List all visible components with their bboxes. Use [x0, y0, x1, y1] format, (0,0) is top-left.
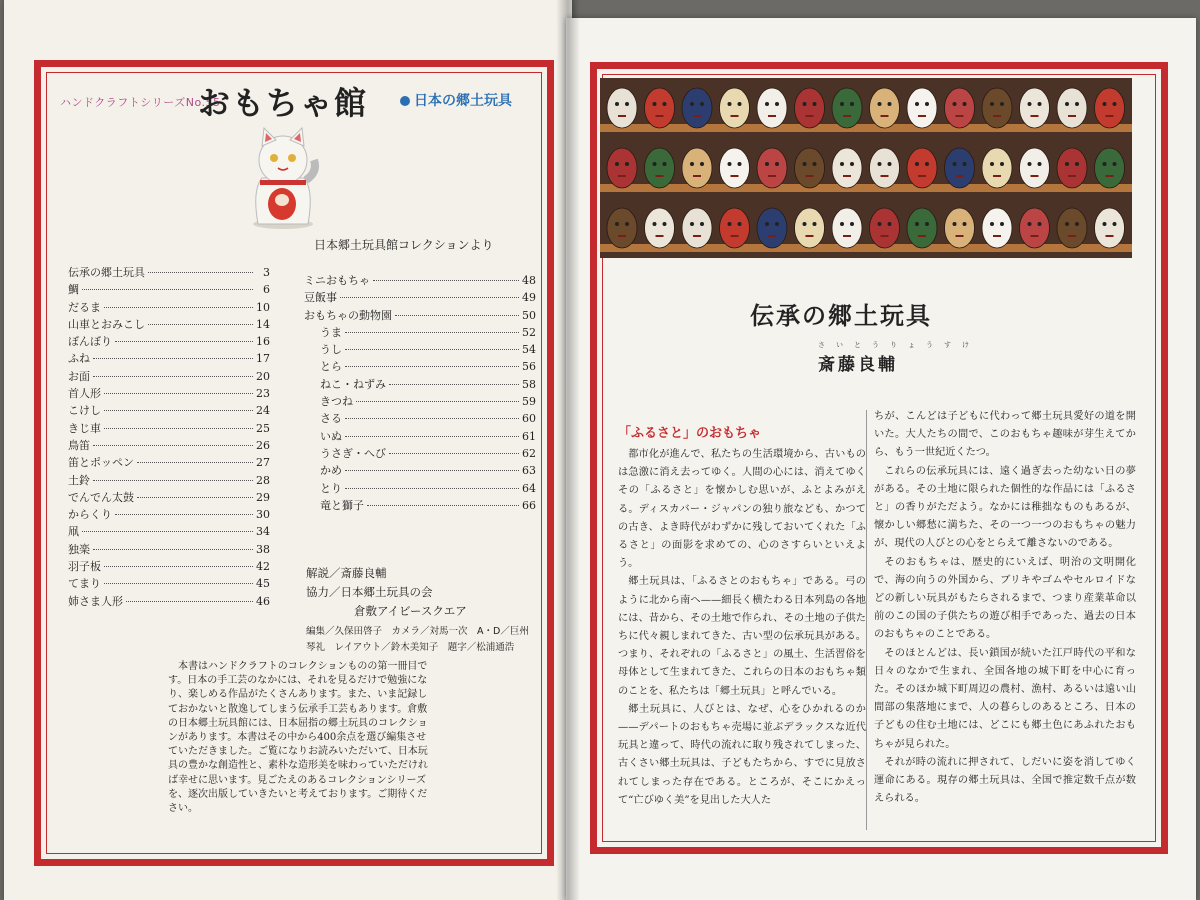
toc-leader-dots: [345, 470, 519, 471]
mask-shape: [832, 208, 862, 248]
toc-entry: [304, 376, 536, 393]
paragraph: 都市化が進んで、私たちの生活環境から、古いものは急激に消え去ってゆく。人間の心には、消えてゆくその「ふるさと」を懐かしむ思いが、ふとよみがえる。ディスカバー・ジャパンの独り旅なども、かつての古き、よき時代がわずかに残しておいてくれた「ふるさと」の面影を求めての、心のさすらいといえよう。: [618, 449, 866, 570]
toc-leader-dots: [345, 366, 519, 367]
toc-entry: [68, 385, 270, 402]
toc-entry-page: 63: [522, 464, 536, 478]
mask-shape: [907, 88, 937, 128]
toc-entry-title: 竜と獅子: [320, 498, 364, 512]
toc-entry: [68, 350, 270, 367]
paragraph: ちが、こんどは子どもに代わって郷土玩具愛好の道を開いた。大人たちの間で、このおもちゃ趣味が芽生えてから、もう一世紀近くたつ。: [874, 411, 1136, 459]
toc-entry: [68, 368, 270, 385]
toc-entry-title: てまり: [68, 577, 101, 591]
toc-entry-title: とら: [320, 360, 342, 374]
toc-entry: [304, 410, 536, 427]
mask-shape: [1020, 208, 1050, 248]
toc-leader-dots: [395, 315, 519, 316]
toc-leader-dots: [148, 324, 253, 325]
toc-leader-dots: [104, 566, 253, 567]
toc-leader-dots: [104, 393, 253, 394]
author-name: 斎藤良輔: [818, 355, 898, 375]
toc-leader-dots: [345, 436, 519, 437]
toc-entry: [304, 324, 536, 341]
toc-leader-dots: [93, 480, 253, 481]
toc-leader-dots: [345, 332, 519, 333]
toc-leader-dots: [104, 410, 253, 411]
toc-leader-dots: [104, 307, 253, 308]
toc-leader-dots: [345, 488, 519, 489]
toc-entry-page: 54: [522, 343, 536, 357]
paragraph: そのおもちゃは、歴史的にいえば、明治の文明開化で、海の向うの外国から、ブリキやゴムやセルロイドなどの新しい玩具がもたらされるまで、つまり産業革命以前のこの国の子供たちの遊び相手であった、過去の日本のおもちゃのことである。: [874, 556, 1136, 641]
toc-leader-dots: [373, 280, 519, 281]
toc-entry-page: 14: [256, 317, 270, 331]
masks-photo: [600, 78, 1132, 258]
toc-entry: [304, 445, 536, 462]
paragraph: 郷土玩具に、人びとは、なぜ、心をひかれるのか——デパートのおもちゃ売場に並ぶデラックスな近代玩具と違って、時代の流れに取り残されてしまった、古くさい郷土玩具は、子どもたちから、すでに見放されてしまった存在である。ところが、そこにかえって“亡びゆく美”を見出した大人た: [618, 703, 866, 806]
toc-leader-dots: [389, 384, 519, 385]
toc-leader-dots: [389, 453, 519, 454]
paragraph: そのほとんどは、長い鎖国が続いた江戸時代の平和な日々のなかで生まれ、全国各地の城下町を中心に育った。そのほか城下町周辺の農村、漁村、あるいは遠い山間部の集落地にまで、人の暮らしのあるところ、日本の子どもの住む土地には、どこにも郷土色にあふれたおもちゃが見られた。: [874, 647, 1136, 750]
mask-shape: [1020, 88, 1050, 128]
mask-shape: [870, 208, 900, 248]
toc-leader-dots: [82, 289, 253, 290]
mask-shape: [720, 148, 750, 188]
toc-entry-title: きじ車: [68, 421, 101, 435]
toc-entry-page: 26: [256, 438, 270, 452]
toc-entry-page: 59: [522, 395, 536, 409]
toc-leader-dots: [137, 497, 253, 498]
toc-entry-title: 山車とおみこし: [68, 317, 145, 331]
toc-entry-page: 61: [522, 429, 536, 443]
mask-shape: [1095, 88, 1125, 128]
toc-entry-title: お面: [68, 369, 90, 383]
mask-shape: [795, 88, 825, 128]
toc-entry-page: 62: [522, 446, 536, 460]
toc-entry-title: 凧: [68, 525, 79, 539]
toc-entry-page: 49: [522, 291, 536, 305]
mask-shape: [757, 148, 787, 188]
toc-entry-page: 17: [256, 352, 270, 366]
toc-entry: [68, 299, 270, 316]
toc-entry-page: 3: [263, 266, 270, 279]
mask-shape: [982, 208, 1012, 248]
toc-leader-dots: [93, 376, 253, 377]
toc-entry-title: 独楽: [68, 542, 90, 556]
toc-entry: [68, 472, 270, 489]
toc-entry-title: でんでん太鼓: [68, 490, 134, 504]
toc-entry-page: 48: [522, 274, 536, 287]
toc-leader-dots: [104, 428, 253, 429]
toc-leader-dots: [93, 549, 253, 550]
credit-line: 倉敷アイビースクエア: [354, 604, 467, 618]
toc-entry-page: 29: [256, 490, 270, 504]
toc-entry-page: 60: [522, 412, 536, 426]
toc-entry: [304, 307, 536, 324]
mask-shape: [982, 88, 1012, 128]
mask-shape: [982, 148, 1012, 188]
paragraph: それが時の流れに押されて、しだいに姿を消してゆく運命にある。現存の郷土玩具は、全国で推定数千点が数えられる。: [874, 756, 1136, 805]
book-title: おもちゃ館: [198, 84, 369, 122]
toc-entry-page: 56: [522, 360, 536, 374]
toc-entry: [68, 558, 270, 575]
toc-entry: [68, 437, 270, 454]
mask-shape: [907, 148, 937, 188]
toc-entry-title: きつね: [320, 395, 353, 409]
toc-leader-dots: [104, 583, 253, 584]
article-title: 伝承の郷土玩具: [750, 301, 932, 330]
toc-leader-dots: [367, 505, 519, 506]
section-heading: 「ふるさと」のおもちゃ: [618, 426, 762, 441]
masks-image: [600, 78, 1132, 258]
toc-entry-title: ふね: [68, 352, 90, 366]
mask-shape: [607, 148, 637, 188]
toc-leader-dots: [356, 401, 519, 402]
toc-entry-title: からくり: [68, 508, 112, 522]
toc-entry-title: 鳥笛: [68, 438, 90, 452]
toc-entry: [68, 541, 270, 558]
toc-entry-title: とり: [320, 481, 342, 495]
toc-entry-page: 42: [256, 560, 270, 574]
toc-entry-title: かめ: [320, 464, 342, 478]
intro-paragraph: 本書はハンドクラフトのコレクションものの第一冊目です。日本の手工芸のなかには、それを見るだけで勉強になり、楽しめる作品がたくさんあります。また、いま記録しておかないと散逸してしまう伝承手工芸もあります。倉敷の日本郷土玩具館には、日本屈指の郷土玩具のコレクションがあります。本書はその中から400余点を選び編集させていただきました。ご覧になりお読みいただいて、日本玩具の豊かな創造性と、素朴な造形美を味わっていただければ幸せに思います。見ごたえのあるコレクションシリーズを、逐次出版していきたいと考えております。ご期待ください。: [168, 661, 428, 815]
toc-entry-title: 笛とポッペン: [68, 456, 134, 470]
mask-shape: [645, 88, 675, 128]
mask-shape: [1057, 88, 1087, 128]
mask-shape: [757, 88, 787, 128]
mask-shape: [607, 88, 637, 128]
mask-shape: [720, 208, 750, 248]
column-divider: [866, 410, 867, 830]
toc-entry-title: 首人形: [68, 387, 101, 401]
toc-leader-dots: [345, 418, 519, 419]
toc-entry: [68, 489, 270, 506]
maneki-neko-image: [238, 120, 328, 232]
mask-shape: [682, 148, 712, 188]
toc-entry-title: うさぎ・へび: [320, 446, 386, 460]
toc-entry-title: 姉さま人形: [68, 594, 123, 608]
toc-entry: [68, 316, 270, 333]
toc-entry-page: 58: [522, 377, 536, 391]
toc-entry-page: 38: [256, 542, 270, 556]
toc-entry-title: こけし: [68, 404, 101, 418]
mask-shape: [1095, 208, 1125, 248]
mask-shape: [832, 88, 862, 128]
toc-entry-title: 伝承の郷土玩具: [68, 266, 145, 279]
toc-entry-title: ミニおもちゃ: [304, 274, 370, 287]
toc-entry: [68, 454, 270, 471]
staff-line: 琴礼 レイアウト／鈴木美知子 題字／松浦通浩: [306, 642, 515, 653]
mask-shape: [1020, 148, 1050, 188]
mask-shape: [795, 148, 825, 188]
toc-entry: [304, 341, 536, 358]
mask-shape: [945, 208, 975, 248]
credits: [306, 564, 467, 621]
toc-entry-title: 土鈴: [68, 473, 90, 487]
toc-entry-page: 20: [256, 369, 270, 383]
toc-entry: [68, 264, 270, 281]
mask-shape: [945, 148, 975, 188]
collection-note: 日本郷土玩具館コレクションより: [314, 238, 494, 252]
mask-shape: [1057, 148, 1087, 188]
book-gutter: [556, 0, 580, 900]
toc-entry: [304, 480, 536, 497]
toc-entry-title: ぼんぼり: [68, 335, 112, 349]
toc-leader-dots: [93, 358, 253, 359]
book-subtitle: 日本の郷土玩具: [400, 90, 512, 110]
toc-entry: [304, 428, 536, 445]
toc-entry-title: だるま: [68, 300, 101, 314]
toc-entry: [68, 523, 270, 540]
toc-leader-dots: [126, 601, 253, 602]
toc-entry: [68, 402, 270, 419]
article-column-1: [618, 446, 866, 810]
author-ruby: さいとうりょうすけ: [818, 341, 980, 349]
toc-entry: [68, 420, 270, 437]
toc-entry-page: 23: [256, 387, 270, 401]
series-label: ハンドクラフトシリーズNo.55: [60, 96, 221, 109]
toc-column-2: [304, 272, 536, 514]
staff-credits: [306, 624, 529, 656]
mask-shape: [720, 88, 750, 128]
mask-shape: [870, 88, 900, 128]
toc-entry-page: 6: [263, 283, 270, 297]
toc-entry-title: 豆飯事: [304, 291, 337, 305]
mask-shape: [907, 208, 937, 248]
toc-entry-title: ねこ・ねずみ: [320, 377, 386, 391]
mask-shape: [870, 148, 900, 188]
toc-entry-page: 64: [522, 481, 536, 495]
mask-shape: [795, 208, 825, 248]
credit-line: 解説／斎藤良輔: [306, 566, 387, 580]
toc-entry-page: 30: [256, 508, 270, 522]
toc-entry-title: おもちゃの動物園: [304, 308, 392, 322]
paragraph: 郷土玩具は、「ふるさとのおもちゃ」である。弓のように北から南へ——細長く横たわる日本列島の各地には、昔から、その土地で作られ、その土地の子供たちに代々親しまれてきた、古い型の伝承玩具がある。つまり、それぞれの「ふるさと」の風土、生活習俗を母体として生まれてきた、これらの日本のおもちゃ類のことを、私たちは「郷土玩具」と呼んでいる。: [618, 576, 866, 697]
toc-entry: [304, 289, 536, 306]
article-column-2: [874, 408, 1136, 808]
credit-line: 協力／日本郷土玩具の会: [306, 585, 433, 599]
toc-entry: [68, 281, 270, 298]
toc-leader-dots: [148, 272, 253, 273]
mask-shape: [682, 208, 712, 248]
toc-entry-page: 66: [522, 498, 536, 512]
toc-entry: [68, 506, 270, 523]
toc-leader-dots: [137, 462, 253, 463]
toc-entry: [68, 593, 270, 610]
toc-entry-page: 25: [256, 421, 270, 435]
toc-entry-title: いぬ: [320, 429, 342, 443]
mask-shape: [945, 88, 975, 128]
mask-shape: [1095, 148, 1125, 188]
toc-entry-page: 28: [256, 473, 270, 487]
toc-leader-dots: [82, 531, 253, 532]
toc-entry: [304, 358, 536, 375]
toc-leader-dots: [340, 297, 519, 298]
toc-entry-title: うま: [320, 325, 342, 339]
toc-entry-page: 45: [256, 577, 270, 591]
toc-leader-dots: [115, 514, 253, 515]
toc-entry-page: 16: [256, 335, 270, 349]
toc-entry-title: さる: [320, 412, 342, 426]
toc-entry-page: 10: [256, 300, 270, 314]
mask-shape: [757, 208, 787, 248]
toc-entry: [304, 272, 536, 289]
toc-leader-dots: [345, 349, 519, 350]
mask-shape: [645, 148, 675, 188]
bullet-icon: [400, 96, 410, 106]
mask-shape: [607, 208, 637, 248]
toc-leader-dots: [93, 445, 253, 446]
toc-entry-title: 鯛: [68, 283, 79, 297]
mask-shape: [1057, 208, 1087, 248]
toc-entry-page: 34: [256, 525, 270, 539]
toc-entry-page: 52: [522, 325, 536, 339]
toc-entry-title: 羽子板: [68, 560, 101, 574]
paragraph: これらの伝承玩具には、遠く過ぎ去った幼ない日の夢がある。その土地に限られた個性的な作品には「ふるさと」の香りがただよう。なかには稚拙なものもあるが、懐かしい郷愁に満ちた、その一つ一つのおもちゃの魅力が、現代の人びとの心をとらえて離さないのである。: [874, 465, 1136, 550]
toc-entry: [304, 462, 536, 479]
mask-shape: [682, 88, 712, 128]
mask-shape: [832, 148, 862, 188]
toc-entry: [68, 575, 270, 592]
toc-entry: [68, 333, 270, 350]
toc-entry-page: 27: [256, 456, 270, 470]
toc-entry: [304, 393, 536, 410]
toc-entry-page: 50: [522, 308, 536, 322]
toc-entry: [304, 497, 536, 514]
staff-line: 編集／久保田啓子 カメラ／対馬一次 A・D／巨州: [306, 626, 529, 637]
toc-leader-dots: [115, 341, 253, 342]
toc-entry-page: 46: [256, 594, 270, 608]
toc-entry-title: うし: [320, 343, 342, 357]
mask-shape: [645, 208, 675, 248]
toc-column-1: [68, 264, 270, 610]
toc-entry-page: 24: [256, 404, 270, 418]
